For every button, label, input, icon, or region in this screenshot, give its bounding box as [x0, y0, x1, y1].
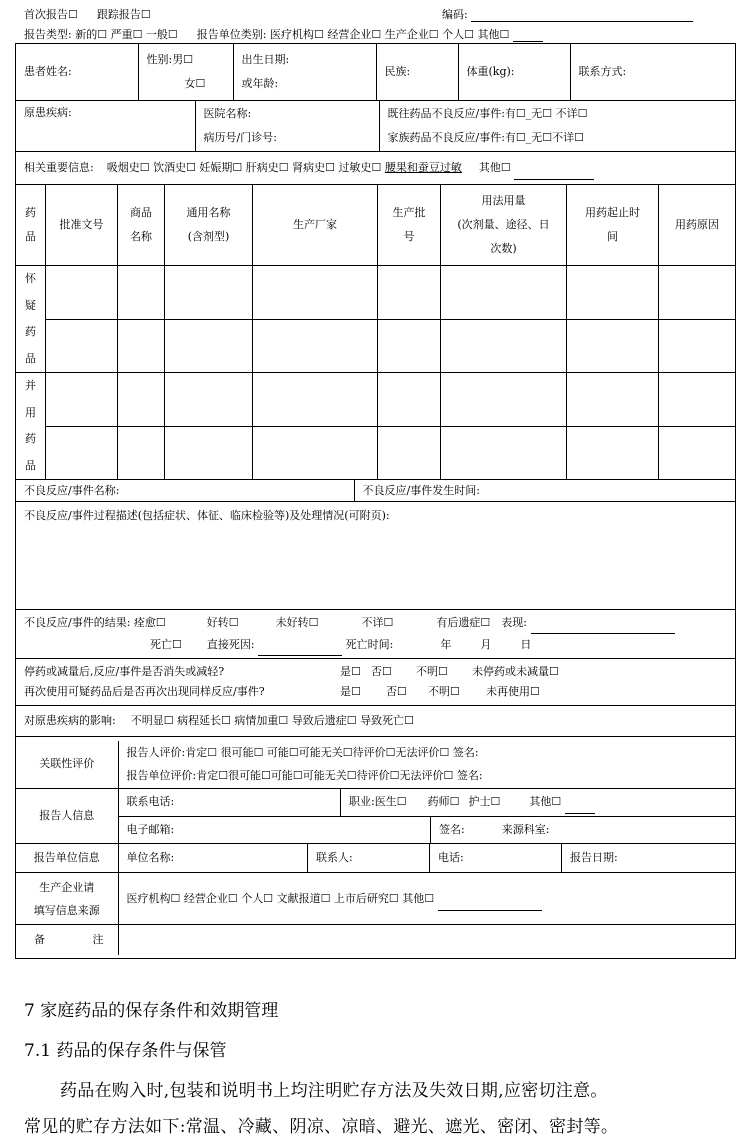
adr-result-line2 — [24, 634, 727, 656]
table-cell[interactable] — [378, 427, 441, 480]
death-time-label: 死亡时间: — [345, 638, 394, 651]
result-unknown-option[interactable]: 不详☐ — [361, 616, 394, 629]
hospital-field[interactable] — [195, 101, 379, 151]
batch-header-line2: 号 — [403, 230, 415, 243]
remarks-label — [16, 925, 118, 955]
impact-label: 对原患疾病的影响: — [24, 714, 116, 727]
evaluation-label: 关联性评价 — [16, 741, 118, 789]
unit-phone-label: 电话: — [438, 851, 464, 864]
drug-header — [16, 185, 46, 266]
rechallenge-question: 再次使用可疑药品后是否再次出现同样反应/事件? — [24, 685, 265, 698]
ethnicity-field[interactable] — [376, 44, 458, 100]
table-cell[interactable] — [567, 266, 659, 320]
suspect-drug-row-1 — [16, 266, 736, 320]
source-options[interactable]: 医疗机构☐ 经营企业☐ 个人☐ 文献报道☐ 上市后研究☐ 其他☐ — [126, 891, 435, 905]
period-header-line1: 用药起止时 — [585, 206, 640, 219]
disease-label: 原患疾病: — [24, 106, 72, 119]
death-month-label: 月 — [480, 638, 492, 651]
unit-contact-label: 联系人: — [316, 851, 353, 864]
suspect-drug-row-2 — [16, 319, 736, 373]
trade-name-header-line2: 名称 — [130, 230, 152, 243]
period-header-line2: 间 — [607, 230, 618, 243]
batch-header — [378, 185, 441, 266]
table-cell[interactable] — [567, 319, 659, 373]
result-better-option[interactable]: 好转☐ — [206, 616, 239, 629]
reporter-phone-label: 联系电话: — [126, 795, 175, 809]
job-nurse-option[interactable]: 护士☐ — [468, 795, 501, 809]
adr-process-field[interactable] — [16, 502, 736, 610]
trade-name-header-line1: 商品 — [130, 206, 152, 219]
unit-name-field[interactable] — [119, 844, 308, 872]
rechallenge-unknown-option[interactable]: 不明☐ — [428, 685, 460, 698]
contact-field[interactable] — [570, 44, 736, 100]
drug-header-line2: 品 — [25, 230, 36, 243]
history-other-field[interactable] — [514, 165, 594, 180]
reporter-dept-label: 来源科室: — [501, 822, 550, 836]
sex-female-option[interactable]: 女☐ — [184, 77, 206, 90]
usage-header-line2: (次剂量、途径、日 — [457, 218, 550, 231]
table-cell[interactable] — [659, 266, 736, 320]
reporter-job-field — [341, 789, 736, 816]
disease-field[interactable] — [16, 101, 195, 151]
table-cell[interactable] — [253, 319, 378, 373]
usage-header-line3: 次数) — [490, 242, 517, 255]
adr-result-label: 不良反应/事件的结果: — [24, 616, 131, 629]
followup-report-checkbox[interactable]: 跟踪报告☐ — [96, 8, 151, 21]
unit-type-options[interactable]: 医疗机构☐ 经营企业☐ 生产企业☐ 个人☐ 其他☐ — [270, 28, 510, 41]
rechallenge-yes-option[interactable]: 是☐ — [340, 685, 361, 698]
table-cell[interactable] — [165, 427, 253, 480]
unit-type-other-field[interactable] — [513, 27, 543, 42]
ethnicity-label: 民族: — [384, 65, 411, 78]
table-cell[interactable] — [378, 266, 441, 320]
rechallenge-no-option[interactable]: 否☐ — [386, 685, 407, 698]
reporter-phone-field[interactable] — [119, 789, 341, 816]
subsection-heading: 7.1 药品的保存条件与保管 — [24, 1041, 227, 1061]
allergy-value[interactable]: 腰果和蚕豆过敏 — [384, 161, 462, 174]
report-type-options[interactable]: 新的☐ 严重☐ 一般☐ — [75, 28, 178, 41]
family-adr-options[interactable]: 家族药品不良反应/事件:有☐_无☐不详☐ — [387, 131, 584, 144]
table-cell[interactable] — [253, 266, 378, 320]
concomitant-label-char2: 用 — [25, 405, 36, 419]
past-adr-options[interactable]: 既往药品不良反应/事件:有☐_无☐ 不详☐ — [387, 107, 588, 120]
table-cell[interactable] — [441, 427, 567, 480]
result-death-option[interactable]: 死亡☐ — [150, 638, 182, 651]
stop-yes-option[interactable]: 是☐ — [340, 665, 361, 678]
adr-time-field[interactable] — [354, 480, 736, 501]
adr-process-label: 不良反应/事件过程描述(包括症状、体征、临床检验等)及处理情况(可附页): — [24, 509, 390, 522]
section-heading: 7 家庭药品的保存条件和效期管理 — [24, 1001, 279, 1021]
table-cell[interactable] — [659, 319, 736, 373]
result-manifest-label: 表现: — [501, 616, 528, 629]
table-cell[interactable] — [441, 373, 567, 427]
source-field — [118, 873, 736, 925]
rechallenge-not-used-option[interactable]: 未再使用☐ — [486, 685, 540, 698]
job-other-option[interactable]: 其他☐ — [529, 795, 562, 809]
table-cell[interactable] — [567, 373, 659, 427]
adr-result-field — [16, 610, 736, 659]
table-cell[interactable] — [165, 319, 253, 373]
rechallenge-line — [24, 682, 727, 702]
age-label: 或年龄: — [241, 77, 279, 90]
unit-contact-field[interactable] — [308, 844, 430, 872]
reporter-email-label: 电子邮箱: — [126, 822, 175, 836]
code-field[interactable] — [471, 7, 693, 22]
stop-not-stopped-option[interactable]: 未停药或未减量☐ — [472, 665, 559, 678]
usage-header-line1: 用法用量 — [481, 194, 526, 207]
reporter-sign-field[interactable] — [431, 816, 736, 843]
related-info-label: 相关重要信息: — [24, 161, 94, 174]
history-other-option[interactable]: 其他☐ — [478, 161, 511, 174]
concomitant-drug-row-1 — [16, 373, 736, 427]
weight-label: 体重(kg): — [466, 65, 515, 78]
concomitant-label-char3: 药 — [25, 432, 36, 445]
reporter-evaluation-options[interactable]: 报告人评价:肯定☐ 很可能☐ 可能☐可能无关☐待评价☐无法评价☐ 签名: — [126, 746, 479, 760]
sex-field[interactable] — [138, 44, 233, 100]
birth-label: 出生日期: — [241, 53, 290, 66]
generic-name-header-line1: 通用名称 — [186, 206, 231, 219]
report-date-field[interactable] — [562, 844, 736, 872]
stop-drug-question: 停药或减量后,反应/事件是否消失或减轻? — [24, 665, 225, 678]
contact-label: 联系方式: — [578, 65, 627, 78]
usage-header — [441, 185, 567, 266]
adr-time-label: 不良反应/事件发生时间: — [362, 483, 480, 497]
paragraph-line-1: 药品在购入时,包装和说明书上均注明贮存方法及失效日期,应密切注意。 — [60, 1081, 608, 1101]
code-label: 编码: — [442, 8, 468, 21]
death-day-label: 日 — [520, 638, 532, 651]
reporter-email-field[interactable] — [119, 816, 431, 843]
adr-report-form — [15, 43, 736, 959]
adr-name-field[interactable] — [16, 480, 354, 501]
result-not-better-option[interactable]: 未好转☐ — [275, 616, 319, 629]
unit-info-label: 报告单位信息 — [16, 844, 118, 873]
first-report-checkbox[interactable]: 首次报告☐ — [24, 8, 78, 21]
birth-field[interactable] — [233, 44, 376, 100]
source-label-line1: 生产企业请 — [39, 880, 95, 894]
drug-header-line1: 药 — [25, 206, 36, 219]
stop-drug-line — [24, 662, 727, 682]
code-line — [442, 6, 693, 22]
trade-name-header — [118, 185, 165, 266]
table-cell[interactable] — [659, 373, 736, 427]
impact-options[interactable]: 不明显☐ 病程延长☐ 病情加重☐ 导致后遗症☐ 导致死亡☐ — [130, 714, 415, 727]
patient-name-label: 患者姓名: — [24, 65, 72, 78]
direct-cause-field[interactable] — [258, 641, 342, 656]
concomitant-drug-row-2 — [16, 427, 736, 480]
concomitant-label-char1: 并 — [25, 379, 36, 392]
suspect-drug-label — [16, 266, 46, 373]
table-cell[interactable] — [441, 266, 567, 320]
suspect-label-char1: 怀 — [25, 272, 36, 285]
related-info-row[interactable] — [16, 152, 736, 185]
suspect-label-char4: 品 — [25, 351, 36, 365]
reporter-info-field — [118, 789, 736, 844]
job-other-field[interactable] — [565, 799, 595, 814]
batch-header-line1: 生产批 — [392, 206, 426, 219]
table-cell[interactable] — [165, 373, 253, 427]
patient-name-field[interactable] — [16, 44, 138, 100]
sex-male-option[interactable]: 性别:男☐ — [146, 53, 194, 66]
source-label — [16, 873, 118, 925]
job-doctor-option[interactable]: 职业:医生☐ — [349, 795, 407, 809]
unit-info-field — [118, 844, 736, 873]
adr-name-time-row — [16, 480, 736, 502]
patient-basic-row — [16, 44, 736, 101]
remarks-field[interactable] — [118, 925, 736, 955]
reporter-sign-label: 签名: — [439, 822, 465, 836]
manufacturer-header: 生产厂家 — [253, 185, 378, 266]
paragraph-line-2: 常见的贮存方法如下:常温、冷藏、阴凉、凉暗、避光、遮光、密闭、密封等。 — [24, 1117, 619, 1137]
table-cell[interactable] — [567, 427, 659, 480]
reason-header: 用药原因 — [659, 185, 736, 266]
result-manifest-field[interactable] — [531, 619, 675, 634]
dechallenge-field — [16, 659, 736, 706]
record-number-label: 病历号/门诊号: — [203, 131, 277, 144]
adr-result-line1 — [24, 612, 727, 634]
table-cell[interactable] — [46, 427, 118, 480]
table-cell[interactable] — [378, 319, 441, 373]
stop-no-option[interactable]: 否☐ — [371, 665, 392, 678]
table-cell[interactable] — [46, 319, 118, 373]
report-type-line — [24, 26, 543, 42]
job-pharmacist-option[interactable]: 药师☐ — [427, 795, 460, 809]
generic-name-header — [165, 185, 253, 266]
table-cell[interactable] — [118, 427, 165, 480]
result-cured-option[interactable]: 痊愈☐ — [133, 616, 166, 629]
suspect-label-char3: 药 — [25, 325, 36, 338]
unit-name-label: 单位名称: — [126, 851, 175, 864]
source-other-field[interactable] — [438, 896, 542, 911]
table-cell[interactable] — [659, 427, 736, 480]
approval-number-header: 批准文号 — [46, 185, 118, 266]
evaluation-field — [118, 741, 736, 789]
source-label-line2: 填写信息来源 — [33, 903, 100, 917]
adr-history-field[interactable] — [379, 101, 736, 151]
remarks-label-char2: 注 — [92, 932, 104, 946]
concomitant-drug-label — [16, 373, 46, 480]
table-cell[interactable] — [118, 373, 165, 427]
period-header — [567, 185, 659, 266]
concomitant-label-char4: 品 — [25, 458, 36, 472]
table-cell[interactable] — [46, 266, 118, 320]
unit-type-label: 报告单位类别: — [196, 28, 267, 41]
direct-cause-label: 直接死因: — [206, 638, 255, 651]
table-cell[interactable] — [46, 373, 118, 427]
impact-field — [16, 706, 736, 737]
reporter-info-label: 报告人信息 — [16, 789, 118, 844]
report-kind-line — [24, 6, 151, 22]
history-options[interactable]: 吸烟史☐ 饮酒史☐ 妊娠期☐ 肝病史☐ 肾病史☐ 过敏史☐ — [106, 161, 382, 174]
stop-unknown-option[interactable]: 不明☐ — [416, 665, 448, 678]
table-cell[interactable] — [118, 266, 165, 320]
drug-table-header — [16, 185, 736, 266]
report-type-label: 报告类型: — [24, 28, 72, 41]
hospital-label: 医院名称: — [203, 107, 252, 120]
evaluation-section — [16, 737, 736, 959]
weight-field[interactable] — [458, 44, 570, 100]
table-cell[interactable] — [253, 373, 378, 427]
result-sequela-option[interactable]: 有后遗症☐ — [436, 616, 491, 629]
table-cell[interactable] — [253, 427, 378, 480]
report-date-label: 报告日期: — [570, 851, 618, 864]
table-cell[interactable] — [165, 266, 253, 320]
table-cell[interactable] — [441, 319, 567, 373]
table-cell[interactable] — [378, 373, 441, 427]
patient-history-row — [16, 101, 736, 152]
unit-evaluation-options[interactable]: 报告单位评价:肯定☐很可能☐可能☐可能无关☐待评价☐无法评价☐ 签名: — [126, 769, 483, 783]
adr-name-label: 不良反应/事件名称: — [24, 483, 120, 497]
table-cell[interactable] — [118, 319, 165, 373]
remarks-label-char1: 备 — [34, 932, 45, 946]
suspect-label-char2: 疑 — [25, 298, 36, 312]
generic-name-header-line2: (含剂型) — [187, 230, 230, 243]
death-year-label: 年 — [440, 638, 452, 651]
unit-phone-field[interactable] — [430, 844, 562, 872]
